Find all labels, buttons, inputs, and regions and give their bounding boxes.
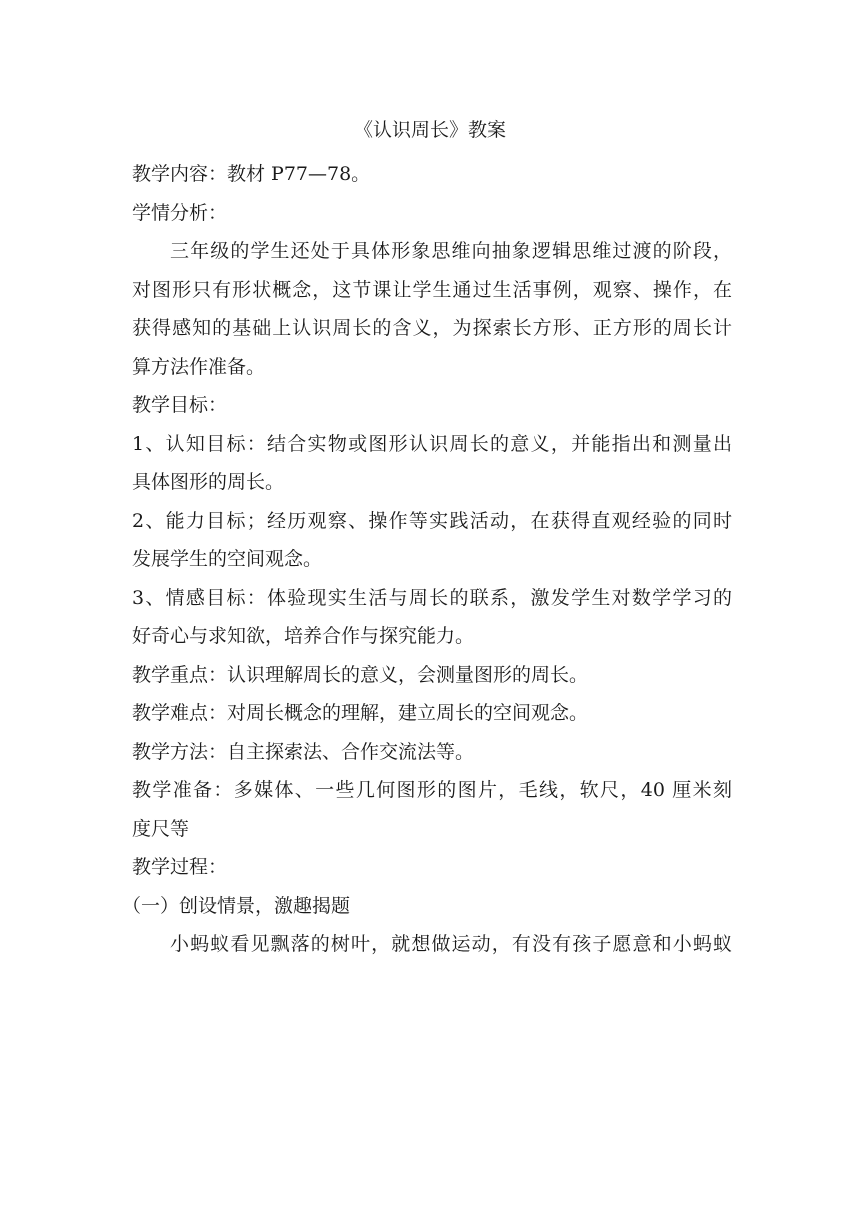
paragraph-line: 算方法作准备。 (132, 355, 266, 378)
document-title: 《认识周长》教案 (353, 119, 506, 141)
goal-item-line: 3、情感目标：体验现实生活与周长的联系，激发学生对数学学习的 (132, 586, 732, 609)
document-body (122, 155, 732, 964)
goal-item-line: 发展学生的空间观念。 (132, 548, 323, 570)
teaching-preparation-line: 教学准备：多媒体、一些几何图形的图片，毛线，软尺，40 厘米刻 (132, 779, 732, 801)
teaching-methods-line: 教学方法：自主探索法、合作交流法等。 (132, 740, 475, 763)
paragraph-line: 小蚂蚁看见飘落的树叶，就想做运动，有没有孩子愿意和小蚂蚁 (170, 933, 732, 955)
section-heading: （一）创设情景，激趣揭题 (122, 894, 351, 917)
goal-item-line: 具体图形的周长。 (132, 471, 285, 493)
goal-item-line: 1、认知目标：结合实物或图形认识周长的意义，并能指出和测量出 (132, 432, 732, 455)
teaching-preparation-line: 度尺等 (132, 817, 190, 840)
key-points-line: 教学重点：认识理解周长的意义，会测量图形的周长。 (132, 663, 589, 686)
teaching-goals-heading: 教学目标： (132, 394, 228, 416)
goal-item-line: 好奇心与求知欲，培养合作与探究能力。 (132, 625, 475, 647)
goal-item-line: 2、能力目标；经历观察、操作等实践活动，在获得直观经验的同时 (132, 509, 732, 532)
learning-analysis-heading: 学情分析： (132, 201, 228, 224)
paragraph-line: 对图形只有形状概念，这节课让学生通过生活事例，观察、操作，在 (132, 278, 732, 301)
teaching-content-line: 教学内容：教材 P77—78。 (132, 163, 371, 185)
difficulties-line: 教学难点：对周长概念的理解，建立周长的空间观念。 (132, 702, 589, 724)
paragraph-line: 三年级的学生还处于具体形象思维向抽象逻辑思维过渡的阶段， (170, 240, 732, 262)
teaching-process-heading: 教学过程： (132, 856, 228, 878)
paragraph-line: 获得感知的基础上认识周长的含义，为探索长方形、正方形的周长计 (132, 317, 732, 339)
